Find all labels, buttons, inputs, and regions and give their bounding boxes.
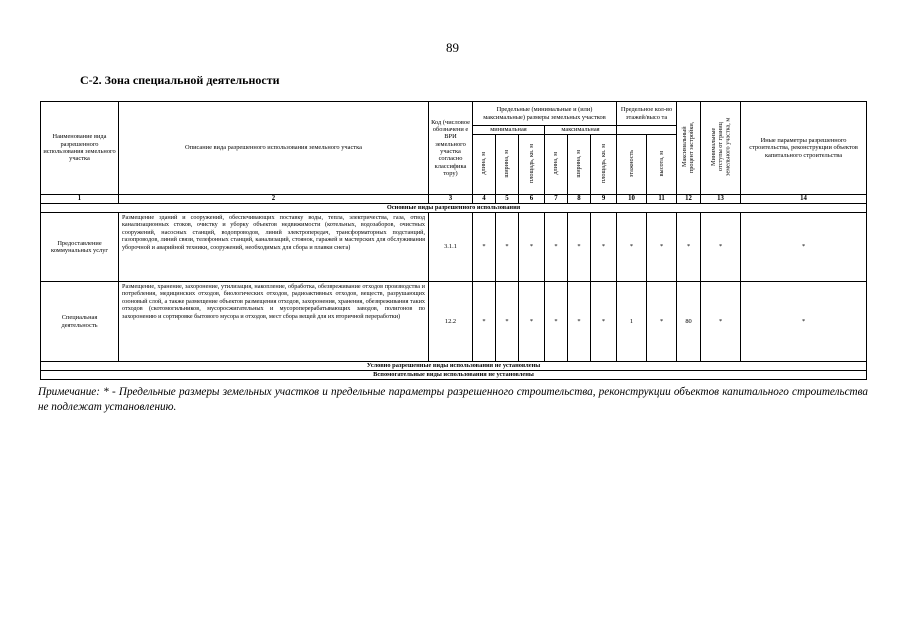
row-value: * (545, 282, 568, 362)
section-main: Основные виды разрешенного использования (41, 204, 867, 213)
row-name: Специальная деятельность (41, 282, 119, 362)
header-min: минимальная (473, 126, 545, 135)
row-value: * (741, 282, 867, 362)
header-max: максимальная (545, 126, 617, 135)
header-max-width: ширина, м (568, 135, 591, 195)
col-num: 5 (496, 195, 519, 204)
header-name: Наименование вида разрешенного использования земельного участка (41, 102, 119, 195)
table-row (41, 213, 867, 282)
col-num: 11 (647, 195, 677, 204)
col-num: 9 (591, 195, 617, 204)
row-value: * (591, 282, 617, 362)
row-value: * (545, 213, 568, 282)
header-floors-blank (617, 126, 677, 135)
row-value: 1 (617, 282, 647, 362)
row-value: * (473, 213, 496, 282)
header-setback: Минимальные отступы от границ земельного участка, м (701, 102, 741, 195)
section-main-row (41, 204, 867, 213)
section-auxiliary-row (41, 371, 867, 380)
row-value: * (647, 213, 677, 282)
col-num: 8 (568, 195, 591, 204)
row-value: * (617, 213, 647, 282)
header-max-length: длина, м (545, 135, 568, 195)
header-row-1 (41, 102, 867, 126)
row-value: * (496, 282, 519, 362)
row-value: * (701, 213, 741, 282)
table-row (41, 282, 867, 362)
header-desc: Описание вида разрешенного использования земельного участка (119, 102, 429, 195)
column-numbers-row (41, 195, 867, 204)
header-code: Код (числовое обозначени е ВРИ земельного участка согласно классифика тору) (429, 102, 473, 195)
col-num: 14 (741, 195, 867, 204)
row-value: * (496, 213, 519, 282)
col-num: 7 (545, 195, 568, 204)
col-num: 2 (119, 195, 429, 204)
row-desc: Размещение, хранение, захоронение, утилизация, накопление, обработка, обезвреживание отходов производства и потребления, медицинских отходов, биологических отходов, радиоактивных отходов, веществ, разрушающих озоновый слой, а также размещение объектов размещения отходов, захоронения, хранения, обезвреживания таких отходов (скотомогильников, мусоросжигательных и мусороперерабатывающих заводов, полигонов по захоронению и сортировке бытового мусора и отходов, мест сбора вещей для их вторичной переработки) (119, 282, 429, 362)
col-num: 13 (701, 195, 741, 204)
col-num: 1 (41, 195, 119, 204)
col-num: 10 (617, 195, 647, 204)
row-name: Предоставление коммунальных услуг (41, 213, 119, 282)
row-value: * (701, 282, 741, 362)
col-num: 4 (473, 195, 496, 204)
row-value: * (519, 282, 545, 362)
header-other: Иные параметры разрешенного строительства, реконструкции объектов капитального строительства (741, 102, 867, 195)
zone-table (40, 101, 867, 380)
section-conditional: Условно разрешенные виды использования не установлены (41, 362, 867, 371)
row-value: 80 (677, 282, 701, 362)
section-auxiliary: Вспомогательные виды использования не установлены (41, 371, 867, 380)
row-value: * (677, 213, 701, 282)
header-min-area: площадь, кв. м (519, 135, 545, 195)
section-conditional-row (41, 362, 867, 371)
header-max-area: площадь, кв. м (591, 135, 617, 195)
row-value: * (473, 282, 496, 362)
col-num: 6 (519, 195, 545, 204)
page-number: 89 (446, 40, 459, 55)
row-value: * (568, 282, 591, 362)
col-num: 12 (677, 195, 701, 204)
header-min-width: ширина, м (496, 135, 519, 195)
row-value: * (647, 282, 677, 362)
col-num: 3 (429, 195, 473, 204)
section-title: С-2. Зона специальной деятельности (80, 73, 280, 87)
header-height: высота, м (647, 135, 677, 195)
header-floors: Предельное кол-во этажей/высо та (617, 102, 677, 126)
footnote: Примечание: * - Предельные размеры земельных участков и предельные параметры разрешенного строительства, реконструкции объектов капитального строительства не подлежат установлению. (38, 386, 868, 413)
row-value: * (591, 213, 617, 282)
header-dims: Предельные (минимальные и (или) максимальные) размеры земельных участков (473, 102, 617, 126)
row-code: 12.2 (429, 282, 473, 362)
header-floor-count: этажность (617, 135, 647, 195)
row-desc: Размещение зданий и сооружений, обеспечивающих поставку воды, тепла, электричества, газа, отвод канализационных стоков, очистку и уборку объектов недвижимости (котельных, водозаборов, очистных сооружений, насосных станций, водопроводов, линий электропередач, трансформаторных подстанций, газопроводов, линий связи, телефонных станций, канализаций, стоянок, гаражей и мастерских для обслуживания уборочной и аварийной техники, сооружений, необходимых для сбора и плавки снега) (119, 213, 429, 282)
header-coverage: Максимальный процент застройки, (677, 102, 701, 195)
row-value: * (741, 213, 867, 282)
row-value: * (519, 213, 545, 282)
row-code: 3.1.1 (429, 213, 473, 282)
row-value: * (568, 213, 591, 282)
header-min-length: длина, м (473, 135, 496, 195)
